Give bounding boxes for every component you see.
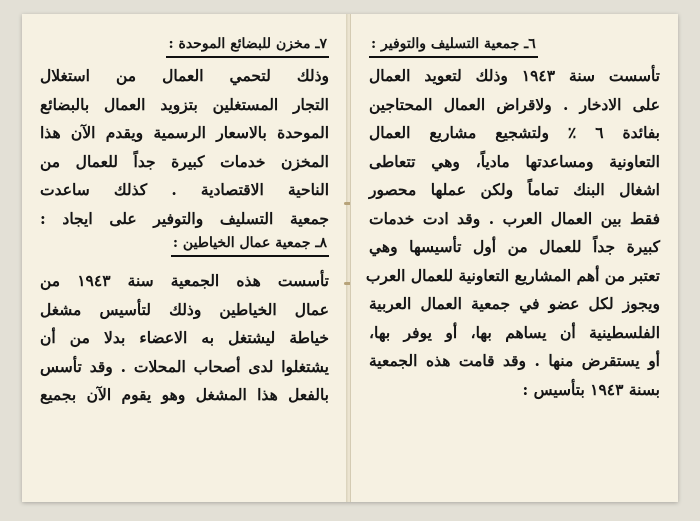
- text-line: الناحية الاقتصادية . كذلك ساعدت: [40, 180, 329, 199]
- text-line: بفائدة ٦ ٪ ولتشجيع مشاريع العمال: [369, 123, 660, 142]
- right-page: [350, 14, 678, 502]
- text-line: المخزن خدمات كبيرة جداً للعمال من: [40, 151, 329, 171]
- text-line: التعاونية ومساعدتها مادياً، وهي تتعاطى: [369, 151, 660, 171]
- text-line: ويجوز لكل عضو في جمعية العمال العربية: [369, 294, 660, 313]
- text-line: جمعية التسليف والتوفير على ايجاد :: [40, 208, 329, 228]
- section-7-heading: ٧ـ مخزن للبضائع الموحدة :: [166, 34, 329, 58]
- left-page: [22, 14, 348, 502]
- left-page-content: [40, 34, 329, 492]
- text-line: كبيرة جداً للعمال من أول تأسيسها وهي: [369, 237, 660, 256]
- text-line: تأسست هذه الجمعية سنة ١٩٤٣ من: [40, 271, 329, 290]
- right-page-content: [365, 34, 660, 492]
- text-line: التجار المستغلين بتزويد العمال بالبضائع: [40, 94, 329, 114]
- open-booklet: [22, 14, 678, 502]
- section-8-heading: ٨ـ جمعية عمال الخياطين :: [171, 233, 329, 257]
- text-line: فقط بين العمال العرب . وقد ادت خدمات: [369, 208, 660, 228]
- text-line: اشغال البنك تماماً ولكن عملها محصور: [369, 180, 660, 199]
- text-line: أو يستقرض منها . وقد قامت هذه الجمعية: [369, 351, 660, 370]
- text-line: الموحدة بالاسعار الرسمية ويقدم الآن هذا: [40, 123, 329, 142]
- section-6-text: [365, 62, 660, 404]
- text-line: يشتغلوا لدى أصحاب المحلات . وقد تأسس: [40, 356, 329, 376]
- text-line: تعتبر من أهم المشاريع التعاونية للعمال العرب: [365, 265, 660, 285]
- text-line: خياطة ليشتغل به الاعضاء بدلا من أن: [40, 328, 329, 347]
- section-7-text: [40, 62, 329, 233]
- text-line: عمال الخياطين وذلك لتأسيس مشغل: [40, 299, 329, 319]
- text-line: على الادخار . ولاقراض العمال المحتاجين: [369, 94, 660, 114]
- text-line: تأسست سنة ١٩٤٣ وذلك لتعويد العمال: [369, 66, 660, 85]
- text-line: بسنة ١٩٤٣ بتأسيس :: [522, 379, 660, 399]
- text-line: بالفعل هذا المشغل وهو يقوم الآن بجميع: [40, 385, 329, 404]
- text-line: الفلسطينية أن يساهم بها، أو يوفر بها،: [369, 322, 660, 342]
- section-8-text: [40, 267, 329, 410]
- text-line: وذلك لتحمي العمال من استغلال: [40, 66, 329, 85]
- section-6-heading: ٦ـ جمعية التسليف والتوفير :: [369, 34, 538, 58]
